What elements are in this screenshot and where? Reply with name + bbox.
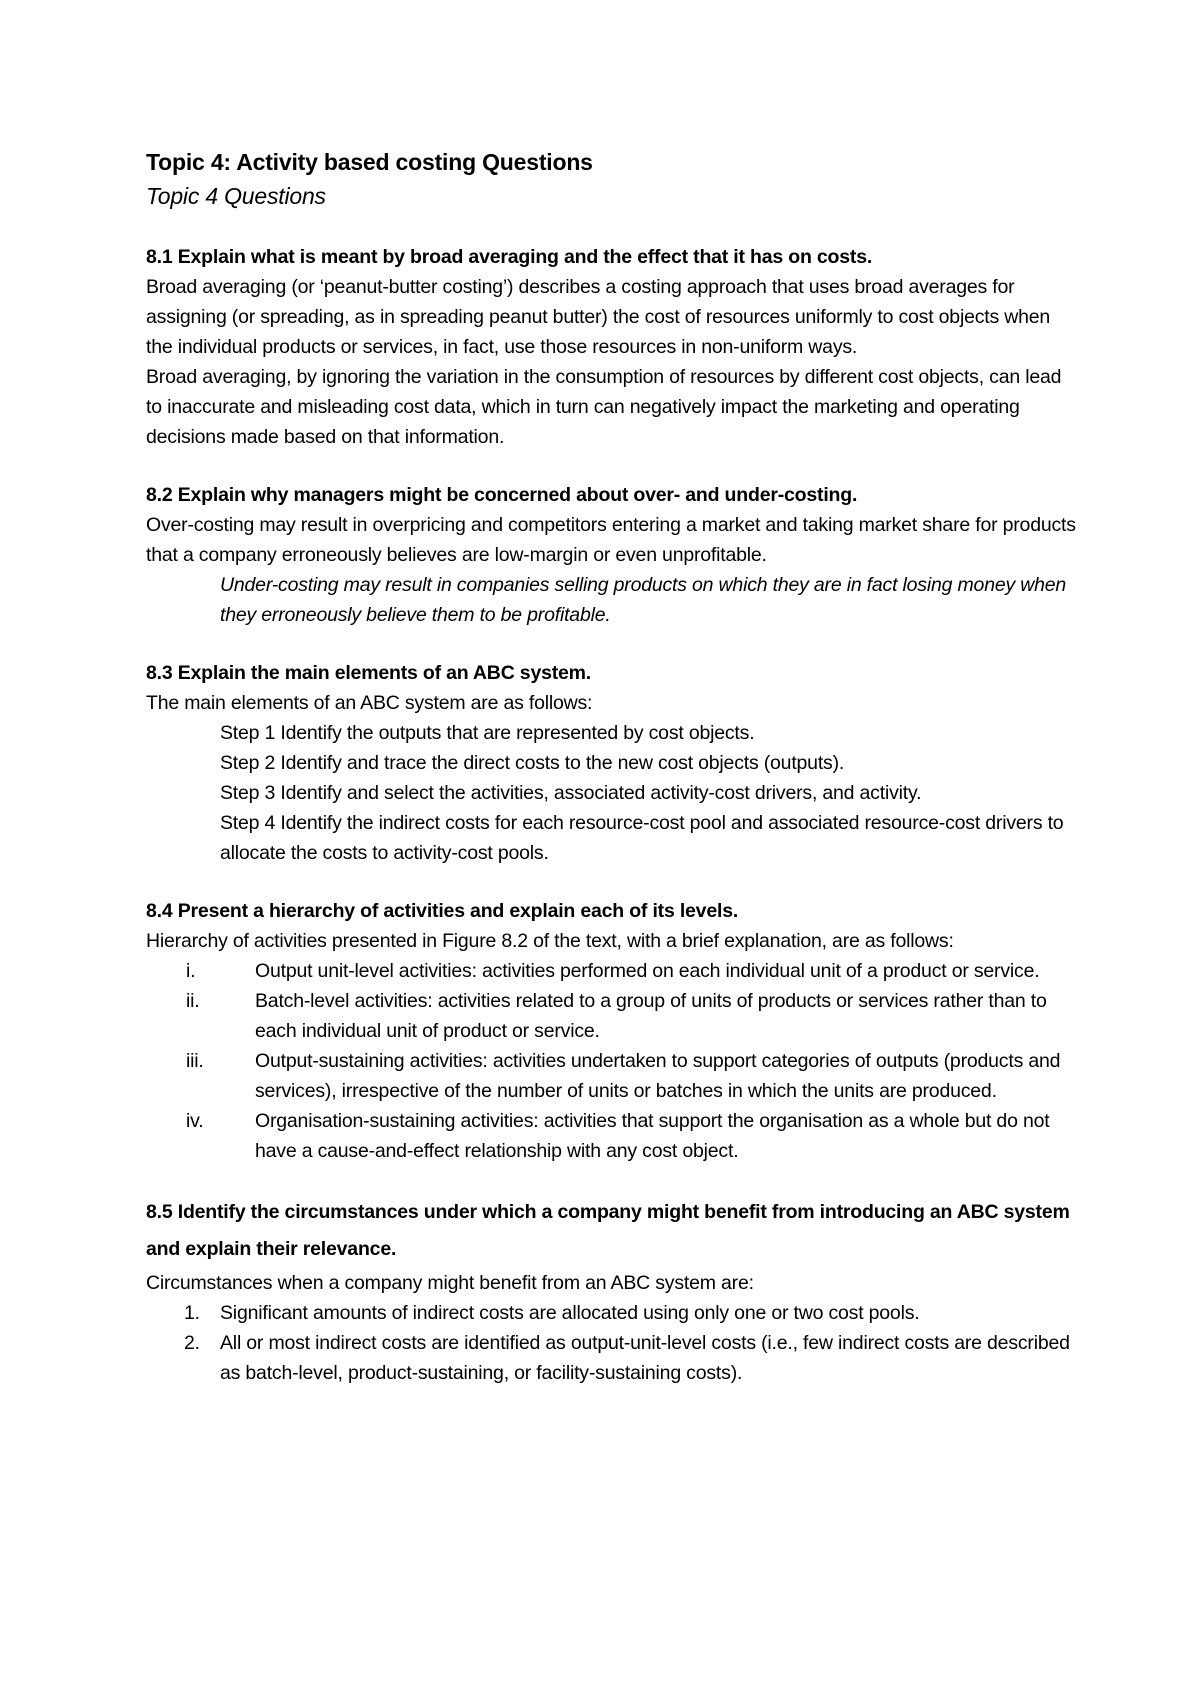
answer-paragraph: Over-costing may result in overpricing and competitors entering a market and taking market share for products that a company erroneously believes are low-margin or even unprofitable. bbox=[146, 514, 1076, 566]
list-item bbox=[146, 1298, 1076, 1328]
question-8-3 bbox=[146, 658, 1076, 868]
question-heading: 8.1 Explain what is meant by broad averaging and the effect that it has on costs. bbox=[146, 246, 873, 268]
step-item: Step 4 Identify the indirect costs for each resource-cost pool and associated resource-cost drivers to allocate the costs to activity-cost pools. bbox=[220, 812, 1064, 864]
question-8-4 bbox=[146, 896, 1076, 1166]
document-title: Topic 4: Activity based costing Questions bbox=[146, 149, 593, 175]
answer-intro: The main elements of an ABC system are as follows: bbox=[146, 692, 593, 714]
list-item-text: Output-sustaining activities: activities undertaken to support categories of outputs (products and services), irrespective of the number of units or batches in which the units are produced. bbox=[255, 1050, 1061, 1102]
question-8-5 bbox=[146, 1194, 1076, 1388]
document-subtitle: Topic 4 Questions bbox=[146, 183, 326, 209]
step-item: Step 3 Identify and select the activities, associated activity-cost drivers, and activity. bbox=[220, 782, 922, 804]
question-heading: 8.3 Explain the main elements of an ABC system. bbox=[146, 662, 592, 684]
question-heading: 8.4 Present a hierarchy of activities and explain each of its levels. bbox=[146, 900, 739, 922]
question-8-2 bbox=[146, 480, 1076, 630]
list-item-text: Batch-level activities: activities related to a group of units of products or services rather than to each individual unit of product or service. bbox=[255, 990, 1047, 1042]
step-item: Step 1 Identify the outputs that are represented by cost objects. bbox=[220, 722, 755, 744]
answer-intro: Circumstances when a company might benefit from an ABC system are: bbox=[146, 1272, 754, 1294]
list-marker: ii. bbox=[186, 990, 200, 1012]
list-item bbox=[146, 1106, 1076, 1166]
activity-hierarchy-list bbox=[146, 956, 1076, 1166]
list-item-text: Output unit-level activities: activities performed on each individual unit of a product or service. bbox=[255, 960, 1040, 982]
list-item bbox=[146, 1046, 1076, 1106]
list-item-text: Organisation-sustaining activities: activities that support the organisation as a whole but do not have a cause-and-effect relationship with any cost object. bbox=[255, 1110, 1050, 1162]
answer-paragraph: Broad averaging, by ignoring the variation in the consumption of resources by different cost objects, can lead to inaccurate and misleading cost data, which in turn can negatively impact the marketing and operating decisions made based on that information. bbox=[146, 366, 1062, 448]
list-item-text: Significant amounts of indirect costs are allocated using only one or two cost pools. bbox=[220, 1302, 920, 1324]
list-marker: 2. bbox=[184, 1332, 200, 1354]
list-item bbox=[146, 986, 1076, 1046]
question-8-1 bbox=[146, 242, 1076, 452]
steps-list bbox=[146, 718, 1076, 868]
question-heading: 8.5 Identify the circumstances under which a company might benefit from introducing an ABC system and explain their relevance. bbox=[146, 1201, 1070, 1260]
list-marker: iv. bbox=[186, 1110, 204, 1132]
document-body bbox=[146, 146, 1076, 1416]
list-marker: i. bbox=[186, 960, 196, 982]
answer-intro: Hierarchy of activities presented in Figure 8.2 of the text, with a brief explanation, are as follows: bbox=[146, 930, 954, 952]
list-item-text: All or most indirect costs are identified as output-unit-level costs (i.e., few indirect costs are described as batch-level, product-sustaining, or facility-sustaining costs). bbox=[220, 1332, 1070, 1384]
list-item bbox=[146, 1328, 1076, 1388]
question-heading: 8.2 Explain why managers might be concerned about over- and under-costing. bbox=[146, 484, 858, 506]
list-item bbox=[146, 956, 1076, 986]
list-marker: iii. bbox=[186, 1050, 204, 1072]
answer-paragraph-italic: Under-costing may result in companies selling products on which they are in fact losing money when they erroneously believe them to be profitable. bbox=[220, 574, 1067, 626]
circumstances-list bbox=[146, 1298, 1076, 1388]
answer-paragraph: Broad averaging (or ‘peanut-butter costing’) describes a costing approach that uses broad averages for assigning (or spreading, as in spreading peanut butter) the cost of resources uniformly to cost objects when the individual products or services, in fact, use those resources in non-uniform ways. bbox=[146, 276, 1051, 358]
list-marker: 1. bbox=[184, 1302, 200, 1324]
step-item: Step 2 Identify and trace the direct costs to the new cost objects (outputs). bbox=[220, 752, 845, 774]
